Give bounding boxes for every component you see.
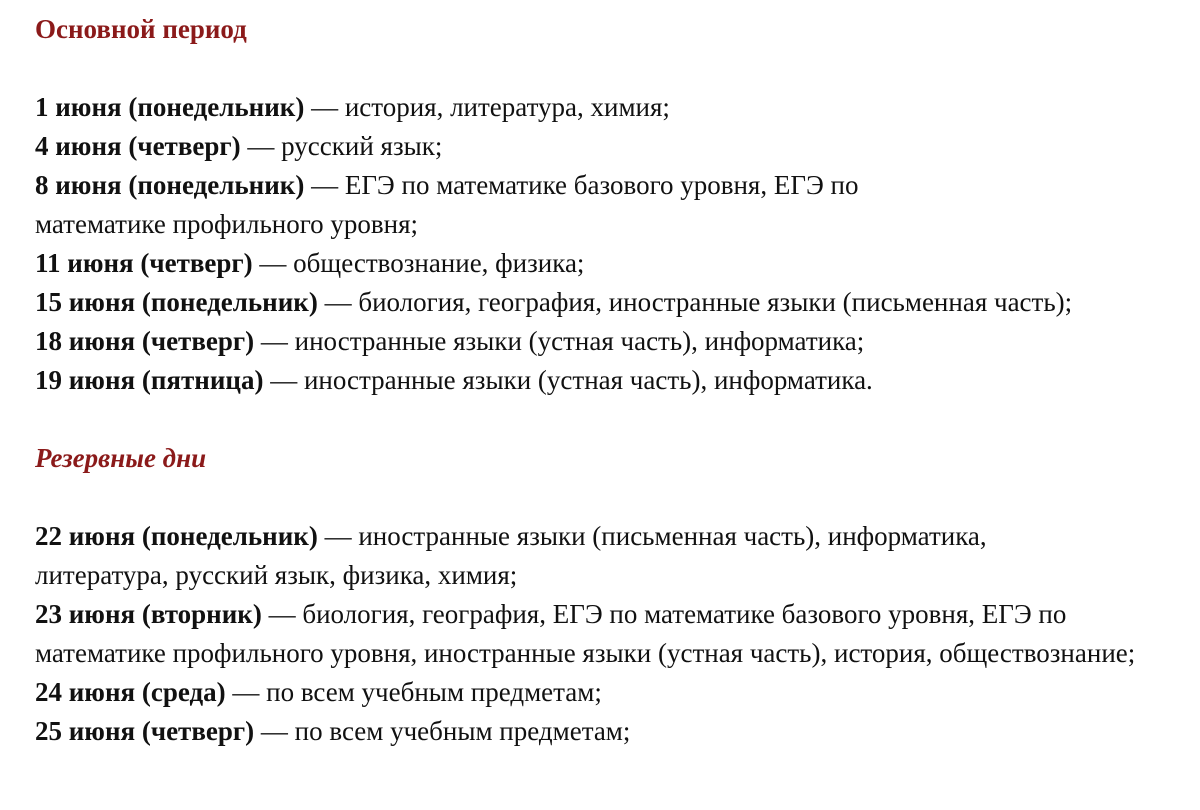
entry-subjects: — биология, география, иностранные языки (письменная часть); xyxy=(317,287,1073,317)
main-period-list xyxy=(35,88,1200,400)
spacer xyxy=(35,49,1200,88)
entry-date: 22 июня (понедельник) xyxy=(35,521,318,551)
entry-date: 25 июня (четверг) xyxy=(35,716,255,746)
entry-subjects: — русский язык; xyxy=(240,131,443,161)
schedule-entry xyxy=(35,166,915,244)
entry-subjects: — обществознание, физика; xyxy=(252,248,585,278)
entry-date: 15 июня (понедельник) xyxy=(35,287,318,317)
spacer xyxy=(35,400,1200,439)
entry-subjects: — иностранные языки (устная часть), информатика; xyxy=(254,326,865,356)
entry-date: 11 июня (четверг) xyxy=(35,248,253,278)
entry-subjects: — ЕГЭ по математике базового уровня, ЕГЭ по математике профильного уровня; xyxy=(35,170,859,239)
entry-subjects: — история, литература, химия; xyxy=(304,92,670,122)
reserve-days-list xyxy=(35,517,1200,751)
schedule-entry xyxy=(35,361,1185,400)
entry-date: 8 июня (понедельник) xyxy=(35,170,305,200)
spacer xyxy=(35,478,1200,517)
schedule-entry xyxy=(35,88,1185,127)
schedule-entry xyxy=(35,127,1185,166)
schedule-entry xyxy=(35,673,1185,712)
entry-subjects: — иностранные языки (письменная часть), информатика, литература, русский язык, физика, химия; xyxy=(35,521,987,590)
reserve-days-heading: Резервные дни xyxy=(35,443,207,473)
main-period-heading: Основной период xyxy=(35,14,247,44)
schedule-entry xyxy=(35,283,1185,322)
entry-subjects: — иностранные языки (устная часть), информатика. xyxy=(263,365,873,395)
schedule-entry xyxy=(35,322,1185,361)
schedule-entry xyxy=(35,517,1095,595)
entry-date: 23 июня (вторник) xyxy=(35,599,262,629)
entry-date: 1 июня (понедельник) xyxy=(35,92,305,122)
schedule-entry xyxy=(35,244,1185,283)
entry-subjects: — биология, география, ЕГЭ по математике базового уровня, ЕГЭ по математике профильного уровня, иностранные языки (устная часть), история, обществознание; xyxy=(35,599,1136,668)
entry-subjects: — по всем учебным предметам; xyxy=(254,716,631,746)
schedule-entry xyxy=(35,712,1185,751)
entry-date: 4 июня (четверг) xyxy=(35,131,241,161)
schedule-entry xyxy=(35,595,1185,673)
entry-date: 24 июня (среда) xyxy=(35,677,226,707)
entry-subjects: — по всем учебным предметам; xyxy=(225,677,602,707)
entry-date: 18 июня (четверг) xyxy=(35,326,255,356)
entry-date: 19 июня (пятница) xyxy=(35,365,264,395)
